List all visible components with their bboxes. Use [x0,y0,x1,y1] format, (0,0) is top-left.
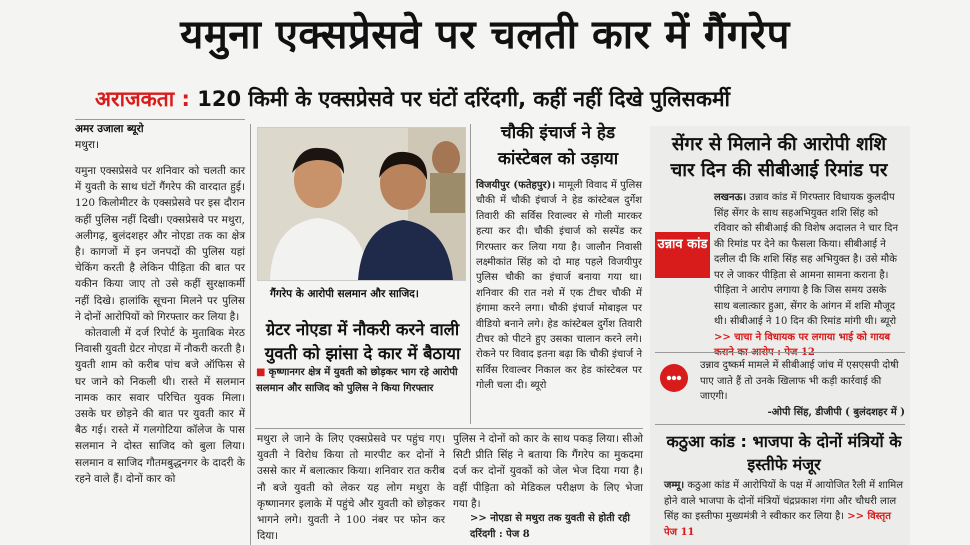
story2-headline: ग्रेटर नोएडा में नौकरी करने वाली युवती को झांसा दे कार में बैठाया [264,320,461,363]
kathua-headline: कठुआ कांड : भाजपा के दोनों मंत्रियों के इस्तीफे मंजूर [666,432,902,474]
column-divider [250,124,251,545]
story3-dateline: विजयीपुर (फतेहपुर)। [476,180,556,191]
top-rule [75,119,245,120]
sidebar-text: उन्नाव कांड में गिरफ्तार विधायक कुलदीप सिंह सेंगर के साथ सहअभियुक्त शशि सिंह को रविवार को सीबीआई की विशेष अदालत ने चार दिन की रिमांड पर देने का फैसला किया। सीबीआई ने दलील दी कि शशि सिंह सह अभियुक्त है। उसे मौके पर ले जाकर पीड़िता से आमना सामना कराना है। पीड़िता ने आरोप लगाया है कि जिस समय उसके साथ बलात्कार हुआ, सेंगर के आंगन में शशि मौजूद थी। सीबीआई ने 10 दिन की रिमांड मांगी थी। ब्यूरो [714,192,899,327]
byline: अमर उजाला ब्यूरो [75,123,144,135]
subheadline [95,84,730,114]
accused-photo [257,127,466,281]
kathua-text: कठुआ कांड में आरोपियों के पक्ष में आयोजित रैली में शामिल होने वाले भाजपा के दोनों मंत्रियों चंद्रप्रकाश गंगा और चौधरी लाल सिंह का इस्तीफा मुख्यमंत्री ने स्वीकार कर लिया है। [664,480,904,522]
sidebar-divider-2 [655,424,905,425]
sidebar-body-top [714,190,904,361]
sidebar-jump-link[interactable]: >> चाचा ने विधायक पर लगाया भाई को गायब [714,331,891,343]
sidebar-divider-1 [655,352,905,353]
unnao-badge: उन्नाव कांड [655,232,710,278]
sidebar-dateline: लखनऊ। [714,192,747,203]
story2-jump-link[interactable]: >> नोएडा से मथुरा तक युवती से होती रही दरिंदगी : पेज 8 [470,513,630,540]
subhead-text: 120 किमी के एक्सप्रेसवे पर घंटों दरिंदगी, कहीं नहीं दिखे पुलिसकर्मी [197,87,730,111]
story2-bullet [256,365,468,396]
quote-text: उन्नाव दुष्कर्म मामले में सीबीआई जांच में एसएसपी दोषी पाए जाते हैं तो उनके खिलाफ भी कड़ी कार्रवाई की जाएगी। [700,360,899,402]
story-paragraph-1: यमुना एक्सप्रेसवे पर शनिवार को चलती कार में युवती के साथ घंटों गैंगरेप की वारदात हुई। 120 किलोमीटर के एक्सप्रेसवे पर इस दौरान कहीं पुलिस नहीं दिखी। एक्सप्रेसवे पर मथुरा, अलीगढ़, बुलंदशहर और नोएडा तक का क्षेत्र है। कागजों में इन जनपदों की पुलिस यहां चेकिंग करती है लेकिन पीड़िता की बात पर यकीन किया जाए तो उसे कहीं सुरक्षाकर्मी नहीं दिखे। हालांकि सूचना मिलने पर पुलिस ने दोनों आरोपियों को गिरफ्तार कर लिया है। [75,165,245,323]
kathua-body [664,478,906,540]
quote-attribution: -ओपी सिंह, डीजीपी ( बुलंदशहर में ) [767,407,905,418]
column-divider-3 [470,124,471,424]
photo-illustration [258,128,465,280]
column-main-story [75,121,245,487]
quote-icon [660,364,688,392]
kathua-dateline: जम्मू। [664,480,685,491]
story-paragraph-2: कोतवाली में दर्ज रिपोर्ट के मुताबिक मेरठ निवासी युवती ग्रेटर नोएडा में नौकरी करती है। युवती शाम को करीब पांच बजे ऑफिस से घर जाने को निकली थी। रास्ते में सलमान नामक कार सवार परिचित युवक मिला। उसके घर छोड़ने की बात पर युवती कार में बैठ गई। रास्ते में गलगोटिया कॉलेज के पास सलमान ने दोस्त साजिद को बुला लिया। सलमान व साजिद गौतमबुद्धनगर के दादरी के रहने वाले हैं। दोनों कार को [75,327,245,485]
story3-headline: चौकी इंचार्ज ने हेड कांस्टेबल को उड़ाया [497,123,619,169]
speech-bubble-icon [660,364,688,392]
story2-col4: पुलिस ने दोनों को कार के साथ पकड़ लिया। सीओ सिटी प्रीति सिंह ने बताया कि गैंगरेप का मुकदमा दर्ज कर दोनों युवकों को जेल भेज दिया गया है। वहीं पीड़िता को मेडिकल परीक्षण के लिए भेजा गया है। [453,433,643,510]
headline: यमुना एक्सप्रेसवे पर चलती कार में गैंगरेप [180,12,790,58]
sidebar-headline: सेंगर से मिलाने की आरोपी शशि चार दिन की सीबीआई रिमांड पर [670,134,888,181]
story3-body [476,178,642,394]
story3-text: मामूली विवाद में पुलिस चौकी में चौकी इंचार्ज ने हेड कांस्टेबल दुर्गेश तिवारी की सर्विस रिवाल्वर से गोली मारकर हत्या कर दी। चौकी इंचार्ज को सस्पेंड कर गिरफ्तार कर लिया गया है। जालौन निवासी लक्ष्मीकांत सिंह को दो माह पहले विजयीपुर पुलिस चौकी का इंचार्ज बनाया गया था। शनिवार की रात नशे में एक टीचर चौकी में हंगामा करने लगा। चौकी इंचार्ज मोबाइल पर वीडियो बनाने लगे। हेड कांस्टेबल दुर्गेश तिवारी टीचर को पीटने हुए उसका चालान करने लगे। रोकने पर विवाद इतना बढ़ा कि चौकी इंचार्ज ने सर्विस रिवाल्वर निकाल कर हेड कांस्टेबल पर गोली चला दी। ब्यूरो [476,180,642,392]
photo-caption: गैंगरेप के आरोपी सलमान और साजिद। [270,288,419,300]
story2-bullet-text: कृष्णानगर क्षेत्र में युवती को छोड़कर भाग रहे आरोपी सलमान और साजिद को पुलिस ने किया गिरफ्तार [256,367,458,394]
dateline: मथुरा। [75,139,99,151]
kathua-jump-link[interactable]: >> विस्तृत पेज 11 [664,511,891,538]
subhead-kicker: अराजकता : [95,87,190,111]
story2-divider [255,428,643,429]
bullet-square-icon: ■ [256,367,266,378]
story2-continued: मथुरा ले जाने के लिए एक्सप्रेसवे पर पहुंच गए। युवती ने विरोध किया तो मारपीट कर दोनों ने उससे कार में बलात्कार किया। शनिवार रात करीब नौ बजे युवती को लेकर यह लोग मथुरा के कृष्णानगर इलाके में पहुंचे और युवती को छोड़कर भागने लगे। युवती ने 100 नंबर पर फोन कर दिया। [257,433,445,543]
